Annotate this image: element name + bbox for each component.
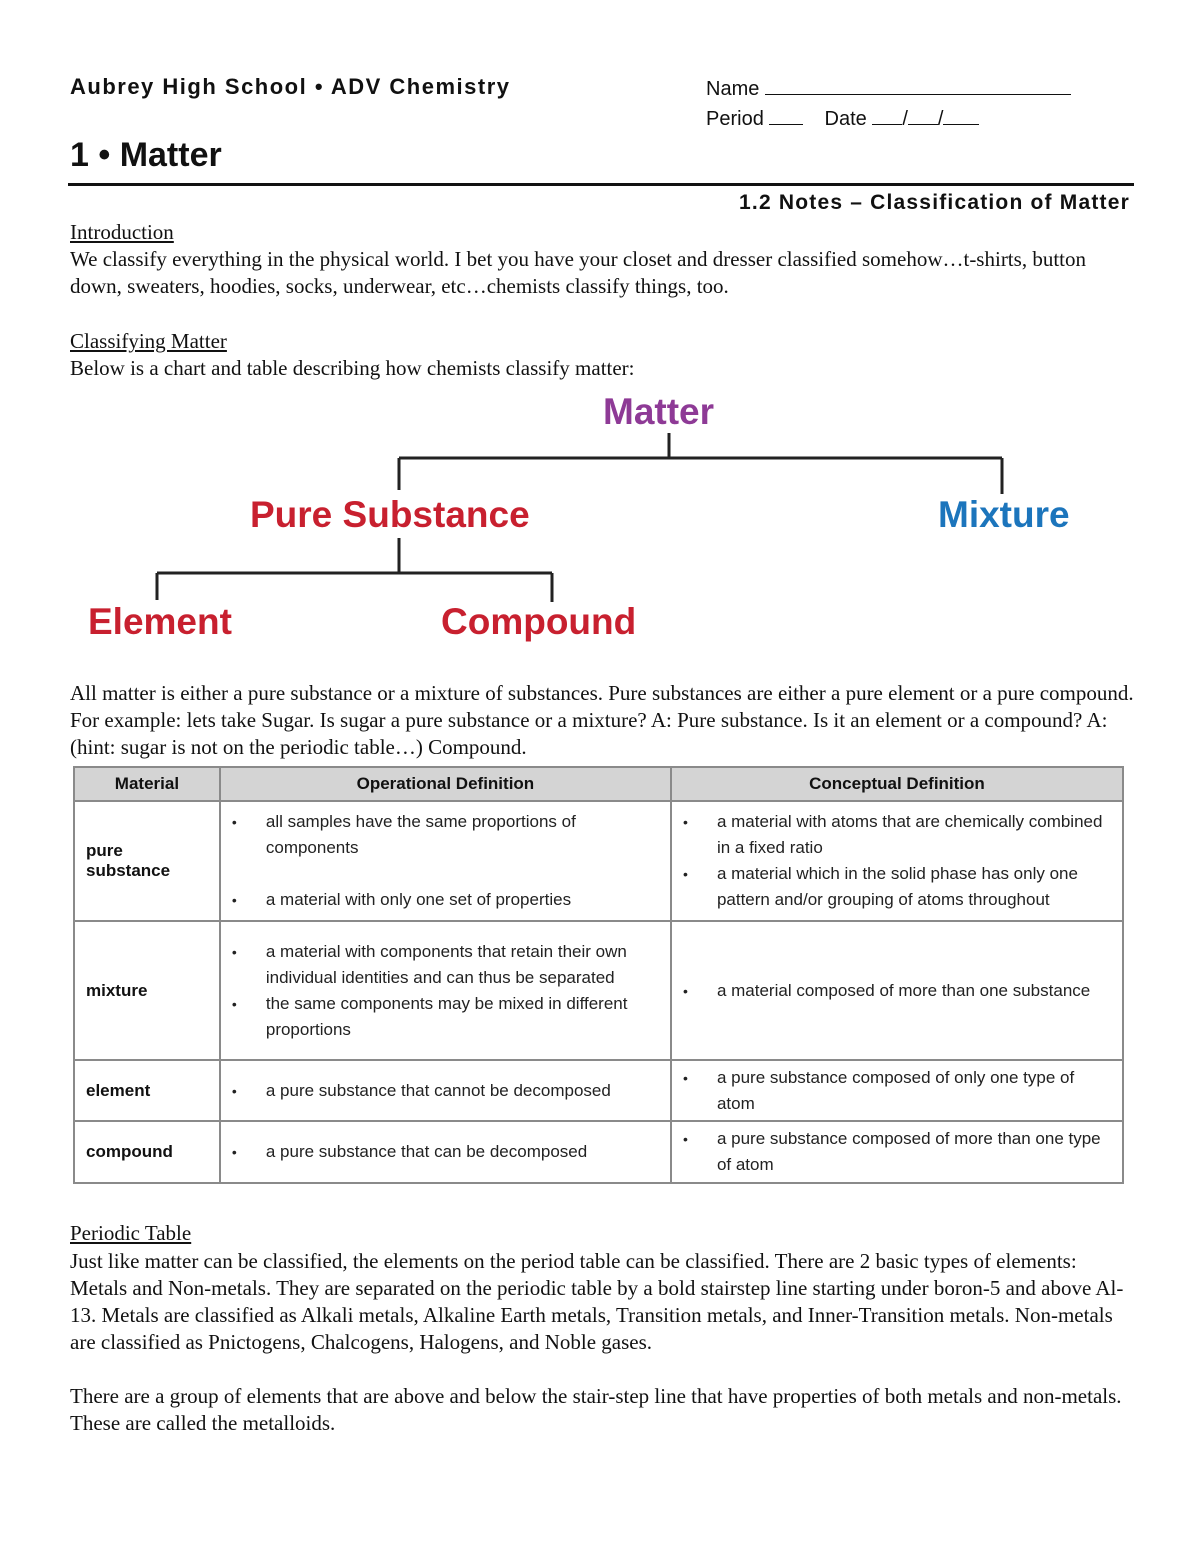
classifying-heading: Classifying Matter [70,329,227,353]
list-item: • a pure substance composed of more than one type of atom [672,1126,1122,1178]
periodic-table-heading: Periodic Table [70,1221,192,1245]
conceptual-cell [671,1121,1123,1183]
table-row [74,1060,1123,1121]
operational-cell [220,1060,671,1121]
date-label: Date [824,108,867,130]
list-item: • the same components may be mixed in different proportions [221,991,670,1043]
classification-tree-lines [0,0,1200,700]
metalloids-text: There are a group of elements that are above and below the stair-step line that have properties of both metals and non-metals. These are called the metalloids. [70,1384,1122,1435]
period-label: Period [706,108,764,130]
period-date-field: Period Date / / [706,106,979,131]
operational-cell [220,921,671,1060]
table-header-row [74,767,1123,801]
operational-cell [220,1121,671,1183]
list-item: • a material composed of more than one substance [672,978,1122,1004]
conceptual-cell [671,921,1123,1060]
header-conceptual: Conceptual Definition [671,767,1123,801]
pure-substance-node: Pure Substance [250,494,530,535]
header-material: Material [74,767,220,801]
compound-node: Compound [441,601,637,642]
list-item: • a material with atoms that are chemically combined in a fixed ratio [672,809,1122,861]
table-row [74,921,1123,1060]
operational-cell [220,801,671,921]
material-cell: element [74,1060,220,1121]
material-cell: compound [74,1121,220,1183]
material-cell: mixture [74,921,220,1060]
list-item: • a pure substance composed of only one type of atom [672,1065,1122,1117]
introduction-heading: Introduction [70,220,174,244]
table-row [74,1121,1123,1183]
list-item: • all samples have the same proportions of components [221,809,670,861]
header-operational: Operational Definition [220,767,671,801]
introduction-text: We classify everything in the physical world. I bet you have your closet and dresser classified somehow…t-shirts, button down, sweaters, hoodies, socks, underwear, etc…chemists classify things, too. [70,247,1086,298]
notes-title: 1.2 Notes – Classification of Matter [739,191,1130,214]
school-course-header: Aubrey High School • ADV Chemistry [70,74,511,99]
list-item: • a material with components that retain their own individual identities and can thus be separated [221,939,670,991]
name-label: Name [706,78,760,100]
mixture-node: Mixture [938,494,1070,535]
conceptual-cell [671,801,1123,921]
element-node: Element [88,601,232,642]
list-item: • a pure substance that cannot be decomposed [221,1078,670,1104]
periodic-table-text: Just like matter can be classified, the elements on the period table can be classified. There are 2 basic types of elements: Metals and Non-metals. They are separated on the periodic table by a bold stairstep line starting under boron-5 and above Al-13. Metals are classified as Alkali metals, Alkaline Earth metals, Transition metals, and Inner-Transition metals. Non-metals are classified as Pnictogens, Chalcogens, Halogens, and Noble gases. [70,1249,1124,1354]
list-item: • a material with only one set of properties [221,887,670,913]
unit-title: 1 • Matter [70,136,222,174]
list-item: • a material which in the solid phase has only one pattern and/or grouping of atoms throughout [672,861,1122,913]
summary-text: All matter is either a pure substance or a mixture of substances. Pure substances are either a pure element or a pure compound. For example: lets take Sugar. Is sugar a pure substance or a mixture? A: Pure substance. Is it an element or a compound? A: (hint: sugar is not on the periodic table…) Compound. [70,681,1134,759]
material-cell: pure substance [74,801,220,921]
classifying-text: Below is a chart and table describing how chemists classify matter: [70,356,635,380]
table-row [74,801,1123,921]
matter-node: Matter [603,391,715,432]
list-item: • a pure substance that can be decomposed [221,1139,670,1165]
classification-table [73,766,1124,1184]
conceptual-cell [671,1060,1123,1121]
